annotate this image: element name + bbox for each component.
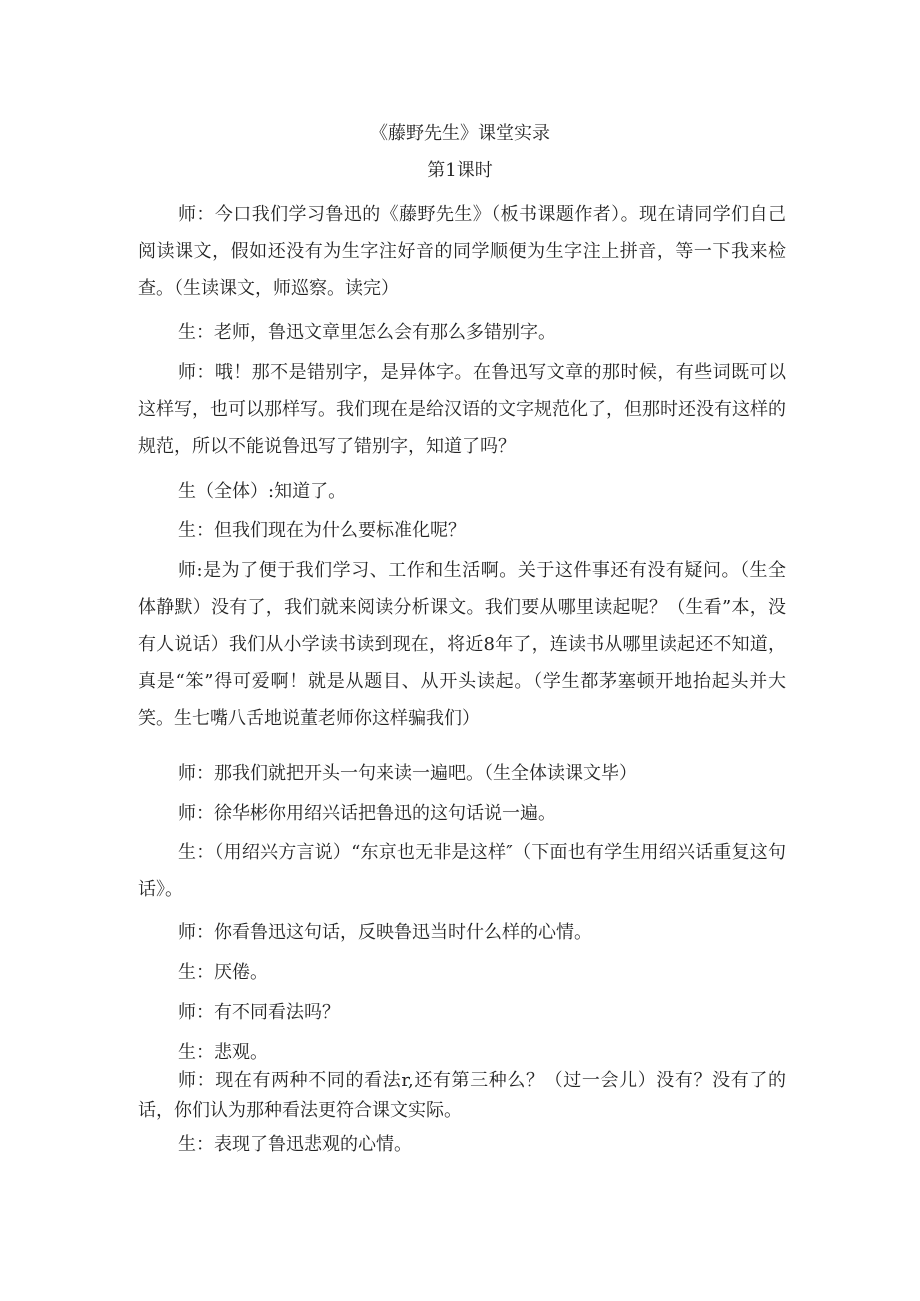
paragraph: 师：哦！那不是错别字，是异体字。在鲁迅写文章的那时候，有些词既可以这样写，也可以那样写。我们现在是给汉语的文字规范化了，但那时还没有这样的规范，所以不能说鲁迅写了错别字，知道了吗？: [138, 362, 786, 457]
paragraph: 生：厌倦。: [178, 962, 268, 983]
paragraph: 师：现在有两种不同的看法r,还有第三种么？（过一会儿）没有？没有了的话，你们认为那种看法更符合课文实际。: [138, 1070, 786, 1121]
paragraph: 生：表现了鲁迅悲观的心情。: [178, 1134, 412, 1155]
paragraph: 生：（用绍兴方言说）“东京也无非是这样″（下面也有学生用绍兴话重复这句话》。: [138, 842, 786, 900]
document-title: 《藤野先生》课堂实录: [370, 123, 550, 144]
paragraph: 生（全体）:知道了。: [178, 481, 347, 502]
paragraph: 师：有不同看法吗？: [178, 1002, 340, 1023]
paragraph: 师：那我们就把开头一句来读一遍吧。（生全体读课文毕）: [178, 763, 637, 784]
paragraph: 师:是为了便于我们学习、工作和生活啊。关于这件事还有没有疑问。（生全体静默）没有了，我们就来阅读分析课文。我们要从哪里读起呢？（生看”本，没有人说话）我们从小学读书读到现在，将近8年了，连读书从哪里读起还不知道，真是“笨”得可爱啊！就是从题目、从开头读起。（学生都茅塞顿开地抬起头并大笑。生七嘴八舌地说董老师你这样骗我们）: [138, 560, 786, 729]
paragraph: 生：悲观。: [178, 1042, 268, 1063]
paragraph: 师：你看鲁迅这句话，反映鲁迅当时什么样的心情。: [178, 922, 592, 943]
lesson-subtitle: 第1课时: [427, 160, 493, 181]
paragraph: 生：老师，鲁迅文章里怎么会有那么多错别字。: [178, 322, 556, 343]
paragraph: 生：但我们现在为什么要标准化呢？: [178, 520, 466, 541]
paragraph: 师：徐华彬你用绍兴话把鲁迅的这句话说一遍。: [178, 803, 556, 824]
paragraph: 师：今口我们学习鲁迅的《藤野先生》（板书课题作者）。现在请同学们自己阅读课文，假如还没有为生字注好音的同学顺便为生字注上拼音，等一下我来检查。（生读课文，师巡察。读完）: [138, 204, 786, 299]
